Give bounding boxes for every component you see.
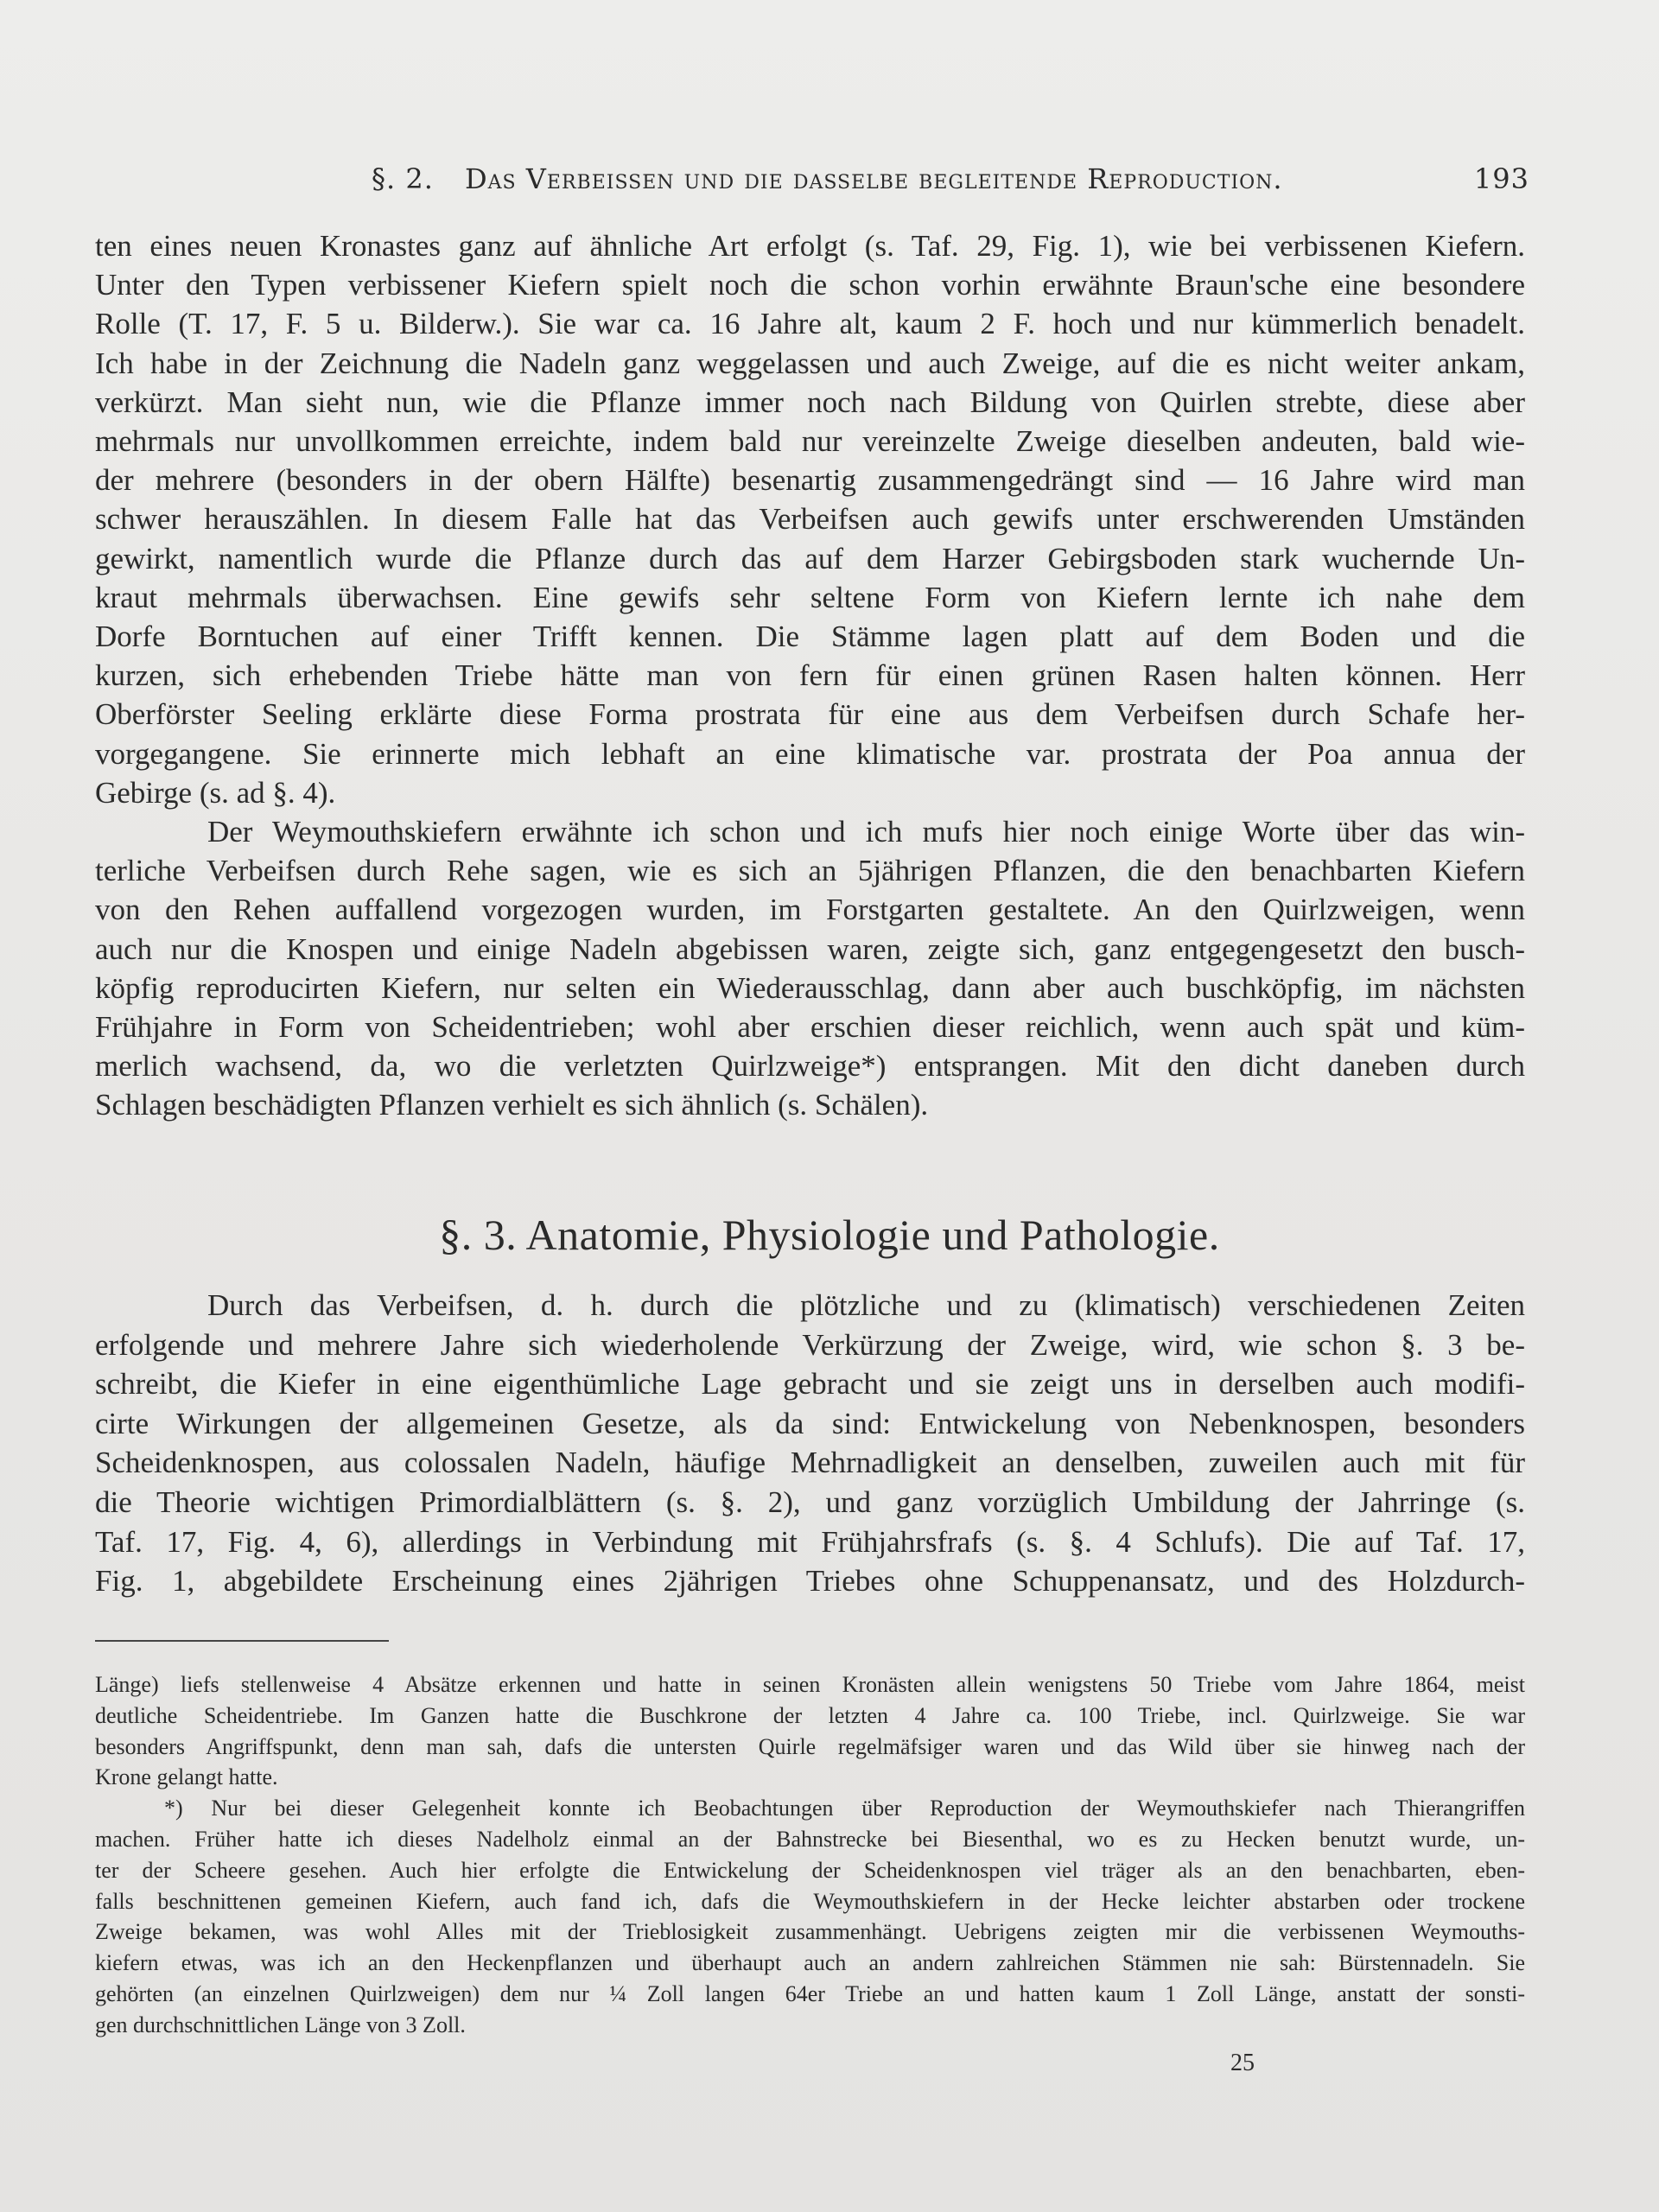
text-line: Scheidenknospen, aus colossalen Nadeln, häufige Mehrnadligkeit an denselben, zuweilen auch mit für: [95, 1446, 1525, 1480]
text-line: Fig. 1, abgebildete Erscheinung eines 2jährigen Triebes ohne Schuppenansatz, und des Holzdurch-: [95, 1564, 1525, 1599]
text-line: terliche Verbeifsen durch Rehe sagen, wie es sich an 5jährigen Pflanzen, die den benachbarten Kiefern: [95, 854, 1525, 888]
text-line: Gebirge (s. ad §. 4).: [95, 775, 336, 810]
text-line: Rolle (T. 17, F. 5 u. Bilderw.). Sie war ca. 16 Jahre alt, kaum 2 F. hoch und nur kümmerlich benadelt.: [95, 307, 1525, 341]
text-line: kurzen, sich erhebenden Triebe hätte man von fern für einen grünen Rasen halten können. Herr: [95, 658, 1525, 693]
text-line: ten eines neuen Kronastes ganz auf ähnliche Art erfolgt (s. Taf. 29, Fig. 1), wie bei verbissenen Kiefern.: [95, 229, 1525, 263]
text-line: Durch das Verbeifsen, d. h. durch die plötzliche und zu (klimatisch) verschiedenen Zeiten: [207, 1288, 1525, 1322]
text-line: Unter den Typen verbissener Kiefern spielt noch die schon vorhin erwähnte Braun'sche eine besondere: [95, 268, 1525, 302]
running-head: [372, 162, 1529, 214]
footnotes-block: [95, 1669, 1525, 2041]
text-line: vorgegangene. Sie erinnerte mich lebhaft an eine klimatische var. prostrata der Poa annua der: [95, 736, 1525, 771]
text-line: Frühjahre in Form von Scheidentrieben; wohl aber erschien dieser reichlich, wenn auch spät und küm-: [95, 1010, 1525, 1045]
text-line: kraut mehrmals überwachsen. Eine gewifs sehr seltene Form von Kiefern lernte ich nahe dem: [95, 580, 1525, 614]
text-line: Taf. 17, Fig. 4, 6), allerdings in Verbindung mit Frühjahrsfrafs (s. §. 4 Schlufs). Die auf Taf. 17,: [95, 1524, 1525, 1559]
footnote-line: gehörten (an einzelnen Quirlzweigen) dem nur ¼ Zoll langen 64er Triebe an und hatten kaum 1 Zoll Länge, anstatt der sonsti-: [95, 1980, 1525, 2006]
text-line: schreibt, die Kiefer in eine eigenthümliche Lage gebracht und sie zeigt uns in derselben auch modifi-: [95, 1367, 1525, 1402]
footnote-line: Krone gelangt hatte.: [95, 1764, 278, 1790]
footnote-line: ter der Scheere gesehen. Auch hier erfolgte die Entwickelung der Scheidenknospen viel träger als an den benachbarten, eben-: [95, 1857, 1525, 1883]
footnote-line: deutliche Scheidentriebe. Im Ganzen hatte die Buschkrone der letzten 4 Jahre ca. 100 Triebe, incl. Quirlzweige. Sie war: [95, 1702, 1525, 1728]
footnote-line: Länge) liefs stellenweise 4 Absätze erkennen und hatte in seinen Kronästen allein wenigstens 50 Triebe vom Jahre 1864, meist: [95, 1672, 1525, 1697]
text-line: Der Weymouthskiefern erwähnte ich schon und ich mufs hier noch einige Worte über das win-: [207, 815, 1525, 849]
text-line: Dorfe Borntuchen auf einer Trifft kennen. Die Stämme lagen platt auf dem Boden und die: [95, 620, 1525, 654]
footnote-line: falls beschnittenen gemeinen Kiefern, auch fand ich, dafs die Weymouthskiefern in der Hecke leichter abstarben oder trockene: [95, 1888, 1525, 1914]
text-line: die Theorie wichtigen Primordialblättern (s. §. 2), und ganz vorzüglich Umbildung der Jahrringe (s.: [95, 1484, 1525, 1519]
text-line: von den Rehen auffallend vorgezogen wurden, im Forstgarten gestaltete. An den Quirlzweigen, wenn: [95, 893, 1525, 927]
text-line: köpfig reproducirten Kiefern, nur selten ein Wiederausschlag, dann aber auch buschköpfig, im nächsten: [95, 970, 1525, 1005]
text-line: gewirkt, namentlich wurde die Pflanze durch das auf dem Harzer Gebirgsboden stark wuchernde Un-: [95, 541, 1525, 575]
main-text-block: [95, 226, 1525, 1125]
text-line: merlich wachsend, da, wo die verletzten Quirlzweige*) entsprangen. Mit den dicht daneben durch: [95, 1049, 1525, 1084]
footnote-divider: [95, 1640, 389, 1642]
text-line: erfolgende und mehrere Jahre sich wiederholende Verkürzung der Zweige, wird, wie schon §. 3 be-: [95, 1327, 1525, 1362]
signature-mark: 25: [1230, 2050, 1255, 2076]
running-head-section: §. 2.: [372, 162, 434, 195]
text-line: auch nur die Knospen und einige Nadeln abgebissen waren, zeigte sich, ganz entgegengesetzt den busch-: [95, 931, 1525, 966]
text-line: mehrmals nur unvollkommen erreichte, indem bald nur vereinzelte Zweige dieselben andeuten, bald wie-: [95, 424, 1525, 459]
section-heading: §. 3. Anatomie, Physiologie und Pathologie.: [439, 1211, 1220, 1259]
text-line: Schlagen beschädigten Pflanzen verhielt es sich ähnlich (s. Schälen).: [95, 1088, 929, 1122]
running-head-title: Das Verbeissen und die dasselbe begleitende Reproduction.: [465, 162, 1283, 195]
footnote-line: Zweige bekamen, was wohl Alles mit der Trieblosigkeit zusammenhängt. Uebrigens zeigten mir die verbissenen Weymouths-: [95, 1919, 1525, 1945]
text-line: cirte Wirkungen der allgemeinen Gesetze, als da sind: Entwickelung von Nebenknospen, besonders: [95, 1406, 1525, 1440]
footnote-line: machen. Früher hatte ich dieses Nadelholz einmal an der Bahnstrecke bei Biesenthal, wo es zu Hecken benutzt wurde, un-: [95, 1826, 1525, 1852]
footnote-line: *) Nur bei dieser Gelegenheit konnte ich Beobachtungen über Reproduction der Weymouthskiefer nach Thierangriffen: [164, 1796, 1525, 1821]
text-line: schwer herauszählen. In diesem Falle hat das Verbeifsen auch gewifs unter erschwerenden Umständen: [95, 502, 1525, 537]
text-line: der mehrere (besonders in der obern Hälfte) besenartig zusammengedrängt sind — 16 Jahre wird man: [95, 463, 1525, 498]
footnote-line: kiefern etwas, was ich an den Heckenpflanzen und überhaupt auch an andern zahlreichen Stämmen nie sah: Bürstennadeln. Sie: [95, 1950, 1525, 1976]
footnote-line: gen durchschnittlichen Länge von 3 Zoll.: [95, 2012, 466, 2037]
page-number: 193: [1473, 162, 1529, 195]
text-line: verkürzt. Man sieht nun, wie die Pflanze immer noch nach Bildung von Quirlen strebte, diese aber: [95, 385, 1525, 419]
text-line: Ich habe in der Zeichnung die Nadeln ganz weggelassen und auch Zweige, auf die es nicht weiter ankam,: [95, 346, 1525, 380]
text-line: Oberförster Seeling erklärte diese Forma prostrata für eine aus dem Verbeifsen durch Schafe her-: [95, 697, 1525, 732]
section-text-block: [95, 1286, 1525, 1601]
footnote-line: besonders Angriffspunkt, denn man sah, dafs die untersten Quirle regelmäfsiger waren und das Wild über sie hinweg nach der: [95, 1733, 1525, 1759]
